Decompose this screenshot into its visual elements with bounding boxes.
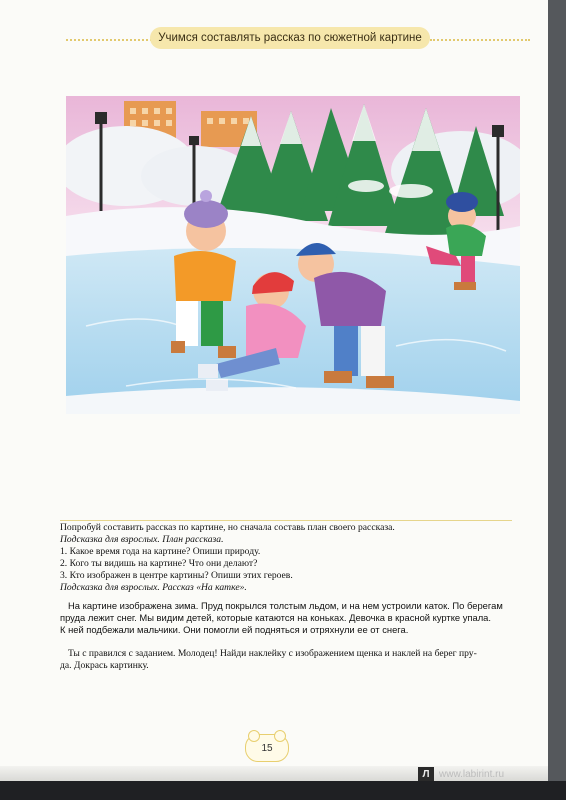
task-line-2: да. Докрась картинку. (60, 660, 149, 671)
adult-hint-plan-heading: Подсказка для взрослых. План рассказа. (60, 534, 224, 545)
watermark (418, 766, 558, 782)
task-line-1: Ты с правился с заданием. Молодец! Найди наклейку с изображением щенка и наклей на берег пру- (68, 648, 477, 659)
watermark-logo-icon: Л (418, 767, 434, 781)
header-dotted-line-right (430, 39, 530, 41)
page-number-badge (245, 734, 289, 762)
header-dotted-line-left (66, 39, 152, 41)
badge-ear-left (248, 730, 260, 742)
plan-question-2: 2. Кого ты видишь на картине? Что они делают? (60, 558, 258, 569)
skating-illustration (66, 96, 520, 414)
story-line-1: На картине изображена зима. Пруд покрылся толстым льдом, и на нем устроили каток. По берегам (68, 600, 503, 611)
page-header (150, 27, 430, 49)
page-number: 15 (261, 742, 273, 754)
scan-edge-right (548, 0, 566, 800)
plan-question-1: 1. Какое время года на картине? Опиши природу. (60, 546, 261, 557)
watermark-text: www.labirint.ru (439, 768, 505, 780)
adult-hint-story-heading: Подсказка для взрослых. Рассказ «На катке». (60, 582, 247, 593)
story-line-2: пруда лежит снег. Мы видим детей, которые катаются на коньках. Девочка в красной куртке упала. (60, 612, 492, 623)
header-title: Учимся составлять рассказ по сюжетной картине (158, 32, 422, 44)
scan-edge-bottom (0, 781, 566, 800)
text-section-divider (60, 520, 512, 521)
plan-question-3: 3. Кто изображен в центре картины? Опиши этих героев. (60, 570, 293, 581)
story-line-3: К ней подбежали мальчики. Они помогли ей подняться и отряхнули ее от снега. (60, 624, 409, 635)
badge-ear-right (274, 730, 286, 742)
instruction-text: Попробуй составить рассказ по картине, но сначала составь план своего рассказа. (60, 522, 395, 533)
